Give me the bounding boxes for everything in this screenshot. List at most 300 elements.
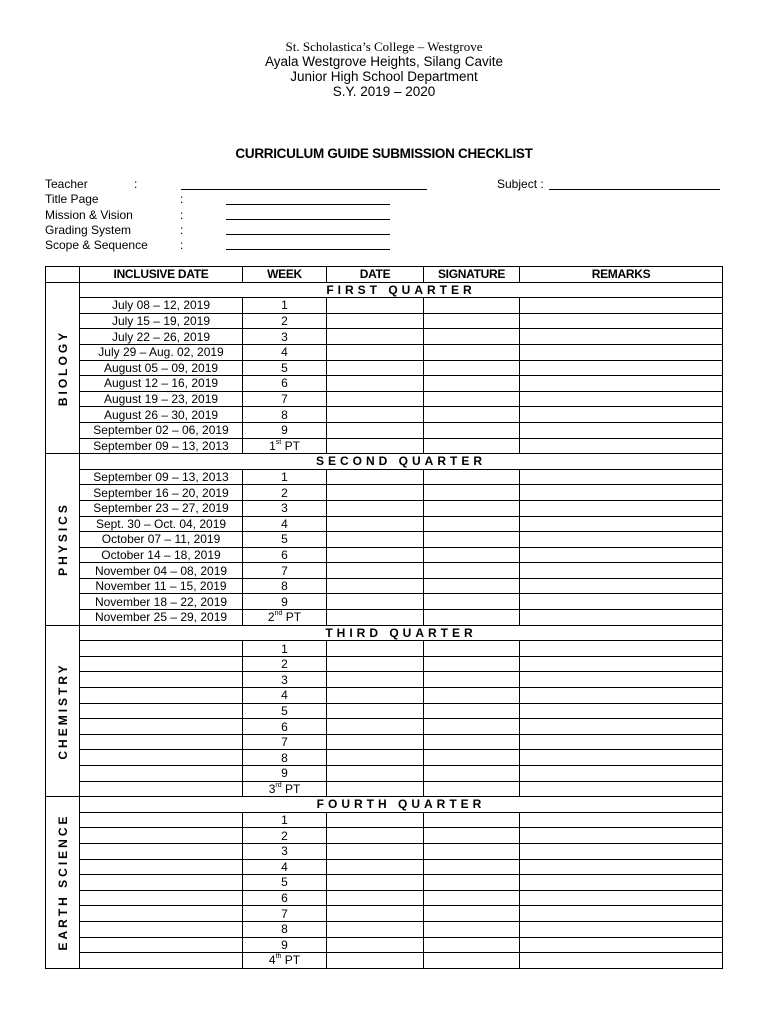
signature-cell[interactable] — [424, 828, 520, 844]
inclusive-date-cell — [80, 859, 243, 875]
week-cell — [243, 875, 327, 891]
inclusive-date-cell — [80, 812, 243, 828]
remarks-cell[interactable] — [520, 563, 723, 579]
week-cell — [243, 407, 327, 423]
signature-cell[interactable] — [424, 485, 520, 501]
date-cell[interactable] — [327, 469, 424, 485]
week-number: 2 — [281, 657, 288, 672]
inclusive-date-cell — [80, 906, 243, 922]
subject-label: Subject : — [497, 177, 544, 191]
signature-cell[interactable] — [424, 672, 520, 688]
remarks-cell[interactable] — [520, 656, 723, 672]
signature-cell[interactable] — [424, 766, 520, 782]
inclusive-date-cell: October 07 – 11, 2019 — [80, 532, 243, 548]
table-row — [46, 407, 723, 423]
week-cell — [243, 313, 327, 329]
date-cell[interactable] — [327, 500, 424, 516]
week-cell — [243, 828, 327, 844]
date-cell[interactable] — [327, 422, 424, 438]
week-number: 8 — [281, 407, 288, 422]
signature-cell[interactable] — [424, 953, 520, 969]
signature-cell[interactable] — [424, 532, 520, 548]
signature-cell[interactable] — [424, 500, 520, 516]
inclusive-date-cell: September 09 – 13, 2013 — [80, 469, 243, 485]
teacher-field[interactable] — [181, 189, 427, 190]
inclusive-date-cell: September 16 – 20, 2019 — [80, 485, 243, 501]
remarks-cell[interactable] — [520, 407, 723, 423]
inclusive-date-cell: October 14 – 18, 2019 — [80, 547, 243, 563]
table-row — [46, 547, 723, 563]
inclusive-date-cell — [80, 688, 243, 704]
week-cell — [243, 656, 327, 672]
inclusive-date-cell — [80, 641, 243, 657]
date-cell[interactable] — [327, 843, 424, 859]
week-number: 5 — [281, 532, 288, 547]
date-cell[interactable] — [327, 578, 424, 594]
date-cell[interactable] — [327, 859, 424, 875]
date-cell[interactable] — [327, 953, 424, 969]
date-cell[interactable] — [327, 812, 424, 828]
date-cell[interactable] — [327, 532, 424, 548]
remarks-cell[interactable] — [520, 766, 723, 782]
remarks-cell[interactable] — [520, 688, 723, 704]
remarks-cell[interactable] — [520, 298, 723, 314]
table-row — [46, 563, 723, 579]
week-number: 1 — [281, 813, 288, 828]
date-cell[interactable] — [327, 391, 424, 407]
column-header: REMARKS — [520, 267, 723, 283]
date-cell[interactable] — [327, 641, 424, 657]
subject-label: EARTH SCIENCE — [55, 813, 70, 951]
week-cell — [243, 610, 327, 626]
week-number: 7 — [281, 906, 288, 921]
remarks-cell[interactable] — [520, 890, 723, 906]
date-cell[interactable] — [327, 828, 424, 844]
week-cell — [243, 734, 327, 750]
signature-cell[interactable] — [424, 563, 520, 579]
week-cell — [243, 469, 327, 485]
teacher-label: Teacher — [45, 177, 88, 191]
remarks-cell[interactable] — [520, 438, 723, 454]
table-row — [46, 422, 723, 438]
table-row — [46, 750, 723, 766]
table-row — [46, 656, 723, 672]
remarks-cell[interactable] — [520, 703, 723, 719]
inclusive-date-cell: July 08 – 12, 2019 — [80, 298, 243, 314]
subject-label: BIOLOGY — [55, 329, 70, 407]
ordinal-suffix: th — [275, 953, 282, 961]
remarks-cell[interactable] — [520, 812, 723, 828]
week-number: 2 — [267, 610, 275, 625]
week-cell — [243, 750, 327, 766]
signature-cell[interactable] — [424, 688, 520, 704]
signature-cell[interactable] — [424, 859, 520, 875]
ordinal-suffix: st — [275, 438, 282, 446]
remarks-cell[interactable] — [520, 391, 723, 407]
quarter-row — [46, 454, 723, 470]
week-number: 5 — [281, 360, 288, 375]
table-row — [46, 859, 723, 875]
signature-cell[interactable] — [424, 937, 520, 953]
mission-label: Mission & Vision — [45, 208, 133, 222]
table-row — [46, 688, 723, 704]
remarks-cell[interactable] — [520, 719, 723, 735]
remarks-cell[interactable] — [520, 641, 723, 657]
signature-cell[interactable] — [424, 313, 520, 329]
date-cell[interactable] — [327, 672, 424, 688]
inclusive-date-cell: November 18 – 22, 2019 — [80, 594, 243, 610]
table-row — [46, 719, 723, 735]
inclusive-date-cell: November 11 – 15, 2019 — [80, 578, 243, 594]
school-name: St. Scholastica’s College – Westgrove — [285, 39, 483, 54]
remarks-cell[interactable] — [520, 376, 723, 392]
date-cell[interactable] — [327, 937, 424, 953]
date-cell[interactable] — [327, 594, 424, 610]
week-number: 2 — [281, 828, 288, 843]
signature-cell[interactable] — [424, 578, 520, 594]
signature-cell[interactable] — [424, 547, 520, 563]
signature-cell[interactable] — [424, 344, 520, 360]
table-row — [46, 672, 723, 688]
table-row — [46, 532, 723, 548]
week-cell — [243, 516, 327, 532]
remarks-cell[interactable] — [520, 672, 723, 688]
remarks-cell[interactable] — [520, 547, 723, 563]
inclusive-date-cell: November 04 – 08, 2019 — [80, 563, 243, 579]
signature-cell[interactable] — [424, 360, 520, 376]
week-number: 7 — [281, 392, 288, 407]
inclusive-date-cell: September 23 – 27, 2019 — [80, 500, 243, 516]
inclusive-date-cell — [80, 828, 243, 844]
table-row — [46, 781, 723, 797]
week-cell — [243, 578, 327, 594]
inclusive-date-cell: August 19 – 23, 2019 — [80, 391, 243, 407]
week-cell — [243, 391, 327, 407]
remarks-cell[interactable] — [520, 828, 723, 844]
remarks-cell[interactable] — [520, 610, 723, 626]
date-cell[interactable] — [327, 329, 424, 345]
table-row — [46, 906, 723, 922]
date-cell[interactable] — [327, 734, 424, 750]
week-number: 4 — [281, 859, 288, 874]
subject-cell — [46, 797, 80, 969]
week-number: 2 — [281, 314, 288, 329]
title-page-field[interactable] — [226, 204, 390, 205]
table-row — [46, 344, 723, 360]
quarter-heading: SECOND QUARTER — [80, 454, 723, 470]
signature-cell[interactable] — [424, 610, 520, 626]
inclusive-date-cell — [80, 734, 243, 750]
table-row — [46, 703, 723, 719]
week-cell — [243, 766, 327, 782]
table-row — [46, 391, 723, 407]
table-row — [46, 812, 723, 828]
date-cell[interactable] — [327, 438, 424, 454]
table-row — [46, 828, 723, 844]
week-cell — [243, 298, 327, 314]
week-number: 9 — [281, 766, 288, 781]
remarks-cell[interactable] — [520, 781, 723, 797]
week-cell — [243, 485, 327, 501]
signature-cell[interactable] — [424, 422, 520, 438]
signature-cell[interactable] — [424, 329, 520, 345]
remarks-cell[interactable] — [520, 329, 723, 345]
table-row — [46, 921, 723, 937]
signature-cell[interactable] — [424, 843, 520, 859]
signature-cell[interactable] — [424, 734, 520, 750]
page-title: CURRICULUM GUIDE SUBMISSION CHECKLIST — [235, 146, 533, 161]
remarks-cell[interactable] — [520, 734, 723, 750]
subject-cell — [46, 454, 80, 626]
week-number: 3 — [281, 844, 288, 859]
date-cell[interactable] — [327, 376, 424, 392]
signature-cell[interactable] — [424, 641, 520, 657]
signature-cell[interactable] — [424, 516, 520, 532]
inclusive-date-cell — [80, 781, 243, 797]
table-row — [46, 875, 723, 891]
remarks-cell[interactable] — [520, 532, 723, 548]
pt-label: PT — [281, 781, 301, 796]
week-cell — [243, 703, 327, 719]
week-cell — [243, 890, 327, 906]
week-number: 3 — [281, 672, 288, 687]
quarter-row — [46, 625, 723, 641]
remarks-cell[interactable] — [520, 578, 723, 594]
ordinal-suffix: nd — [274, 610, 283, 618]
week-number: 8 — [281, 922, 288, 937]
signature-cell[interactable] — [424, 407, 520, 423]
date-cell[interactable] — [327, 906, 424, 922]
week-number: 6 — [281, 719, 288, 734]
week-number: 3 — [268, 781, 276, 796]
remarks-cell[interactable] — [520, 859, 723, 875]
table-row — [46, 890, 723, 906]
remarks-cell[interactable] — [520, 313, 723, 329]
week-number: 1 — [281, 298, 288, 313]
date-cell[interactable] — [327, 344, 424, 360]
table-row — [46, 500, 723, 516]
week-number: 8 — [281, 579, 288, 594]
inclusive-date-cell: August 26 – 30, 2019 — [80, 407, 243, 423]
week-cell — [243, 376, 327, 392]
table-row — [46, 843, 723, 859]
inclusive-date-cell: November 25 – 29, 2019 — [80, 610, 243, 626]
week-cell — [243, 563, 327, 579]
date-cell[interactable] — [327, 407, 424, 423]
table-row — [46, 485, 723, 501]
inclusive-date-cell: September 02 – 06, 2019 — [80, 422, 243, 438]
table-row — [46, 376, 723, 392]
remarks-cell[interactable] — [520, 469, 723, 485]
scope-label: Scope & Sequence — [45, 238, 148, 252]
week-cell — [243, 688, 327, 704]
week-cell — [243, 921, 327, 937]
week-number: 1 — [281, 470, 288, 485]
date-cell[interactable] — [327, 360, 424, 376]
signature-cell[interactable] — [424, 875, 520, 891]
date-cell[interactable] — [327, 703, 424, 719]
signature-cell[interactable] — [424, 890, 520, 906]
week-number: 5 — [281, 703, 288, 718]
inclusive-date-cell — [80, 843, 243, 859]
inclusive-date-cell — [80, 875, 243, 891]
signature-cell[interactable] — [424, 906, 520, 922]
week-cell — [243, 344, 327, 360]
column-header: DATE — [327, 267, 424, 283]
scope-field[interactable] — [226, 249, 390, 250]
table-row — [46, 937, 723, 953]
signature-cell[interactable] — [424, 469, 520, 485]
week-number: 6 — [281, 376, 288, 391]
remarks-cell[interactable] — [520, 843, 723, 859]
date-cell[interactable] — [327, 766, 424, 782]
week-number: 1 — [281, 641, 288, 656]
week-number: 7 — [281, 563, 288, 578]
inclusive-date-cell: August 12 – 16, 2019 — [80, 376, 243, 392]
week-number: 8 — [281, 750, 288, 765]
signature-cell[interactable] — [424, 438, 520, 454]
week-cell — [243, 719, 327, 735]
signature-cell[interactable] — [424, 656, 520, 672]
signature-cell[interactable] — [424, 921, 520, 937]
signature-cell[interactable] — [424, 781, 520, 797]
remarks-cell[interactable] — [520, 906, 723, 922]
inclusive-date-cell — [80, 750, 243, 766]
remarks-cell[interactable] — [520, 344, 723, 360]
signature-cell[interactable] — [424, 812, 520, 828]
date-cell[interactable] — [327, 781, 424, 797]
date-cell[interactable] — [327, 921, 424, 937]
signature-cell[interactable] — [424, 750, 520, 766]
table-row — [46, 313, 723, 329]
subject-label: PHYSICS — [55, 502, 70, 577]
week-number: 4 — [281, 345, 288, 360]
remarks-cell[interactable] — [520, 485, 723, 501]
table-row — [46, 329, 723, 345]
signature-cell[interactable] — [424, 391, 520, 407]
table-row — [46, 578, 723, 594]
teacher-colon: : — [134, 177, 138, 191]
week-number: 9 — [281, 594, 288, 609]
table-row — [46, 360, 723, 376]
week-cell — [243, 594, 327, 610]
date-cell[interactable] — [327, 750, 424, 766]
date-cell[interactable] — [327, 688, 424, 704]
date-cell[interactable] — [327, 485, 424, 501]
remarks-cell[interactable] — [520, 921, 723, 937]
table-row — [46, 516, 723, 532]
quarter-heading: THIRD QUARTER — [80, 625, 723, 641]
week-cell — [243, 329, 327, 345]
remarks-cell[interactable] — [520, 953, 723, 969]
remarks-cell[interactable] — [520, 516, 723, 532]
pt-label: PT — [281, 438, 300, 453]
signature-cell[interactable] — [424, 376, 520, 392]
week-number: 2 — [281, 485, 288, 500]
week-cell — [243, 937, 327, 953]
signature-cell[interactable] — [424, 594, 520, 610]
week-number: 1 — [269, 438, 276, 453]
week-number: 9 — [281, 937, 288, 952]
ordinal-suffix: rd — [275, 781, 282, 789]
week-cell — [243, 360, 327, 376]
table-row — [46, 734, 723, 750]
subject-cell — [46, 282, 80, 454]
remarks-cell[interactable] — [520, 937, 723, 953]
signature-cell[interactable] — [424, 703, 520, 719]
week-cell — [243, 859, 327, 875]
week-cell — [243, 843, 327, 859]
column-header: SIGNATURE — [424, 267, 520, 283]
week-cell — [243, 422, 327, 438]
pt-label: PT — [281, 953, 301, 968]
inclusive-date-cell: August 05 – 09, 2019 — [80, 360, 243, 376]
date-cell[interactable] — [327, 610, 424, 626]
quarter-heading: FIRST QUARTER — [80, 282, 723, 298]
week-number: 4 — [281, 688, 288, 703]
date-cell[interactable] — [327, 890, 424, 906]
week-number: 4 — [268, 953, 276, 968]
inclusive-date-cell — [80, 766, 243, 782]
week-cell — [243, 672, 327, 688]
date-cell[interactable] — [327, 313, 424, 329]
date-cell[interactable] — [327, 719, 424, 735]
date-cell[interactable] — [327, 516, 424, 532]
week-number: 6 — [281, 547, 288, 562]
date-cell[interactable] — [327, 656, 424, 672]
date-cell[interactable] — [327, 875, 424, 891]
column-header: INCLUSIVE DATE — [80, 267, 243, 283]
pt-label: PT — [282, 610, 302, 625]
remarks-cell[interactable] — [520, 875, 723, 891]
inclusive-date-cell — [80, 656, 243, 672]
department: Junior High School Department — [290, 69, 478, 84]
week-number: 4 — [281, 516, 288, 531]
signature-cell[interactable] — [424, 719, 520, 735]
signature-cell[interactable] — [424, 298, 520, 314]
inclusive-date-cell — [80, 672, 243, 688]
remarks-cell[interactable] — [520, 594, 723, 610]
week-cell — [243, 500, 327, 516]
inclusive-date-cell — [80, 937, 243, 953]
subject-field[interactable] — [549, 189, 720, 190]
table-row — [46, 438, 723, 454]
remarks-cell[interactable] — [520, 422, 723, 438]
school-year: S.Y. 2019 – 2020 — [332, 84, 436, 99]
remarks-cell[interactable] — [520, 500, 723, 516]
title-page-colon: : — [180, 192, 184, 206]
table-row — [46, 594, 723, 610]
week-number: 7 — [281, 735, 288, 750]
subject-header-cell — [46, 267, 80, 283]
inclusive-date-cell — [80, 953, 243, 969]
week-cell — [243, 438, 327, 454]
week-number: 5 — [281, 875, 288, 890]
date-cell[interactable] — [327, 547, 424, 563]
remarks-cell[interactable] — [520, 360, 723, 376]
week-cell — [243, 532, 327, 548]
week-number: 3 — [281, 329, 288, 344]
week-cell — [243, 812, 327, 828]
mission-field[interactable] — [226, 219, 390, 220]
week-cell — [243, 547, 327, 563]
date-cell[interactable] — [327, 563, 424, 579]
remarks-cell[interactable] — [520, 750, 723, 766]
date-cell[interactable] — [327, 298, 424, 314]
table-row — [46, 469, 723, 485]
grading-field[interactable] — [226, 234, 390, 235]
quarter-row — [46, 282, 723, 298]
